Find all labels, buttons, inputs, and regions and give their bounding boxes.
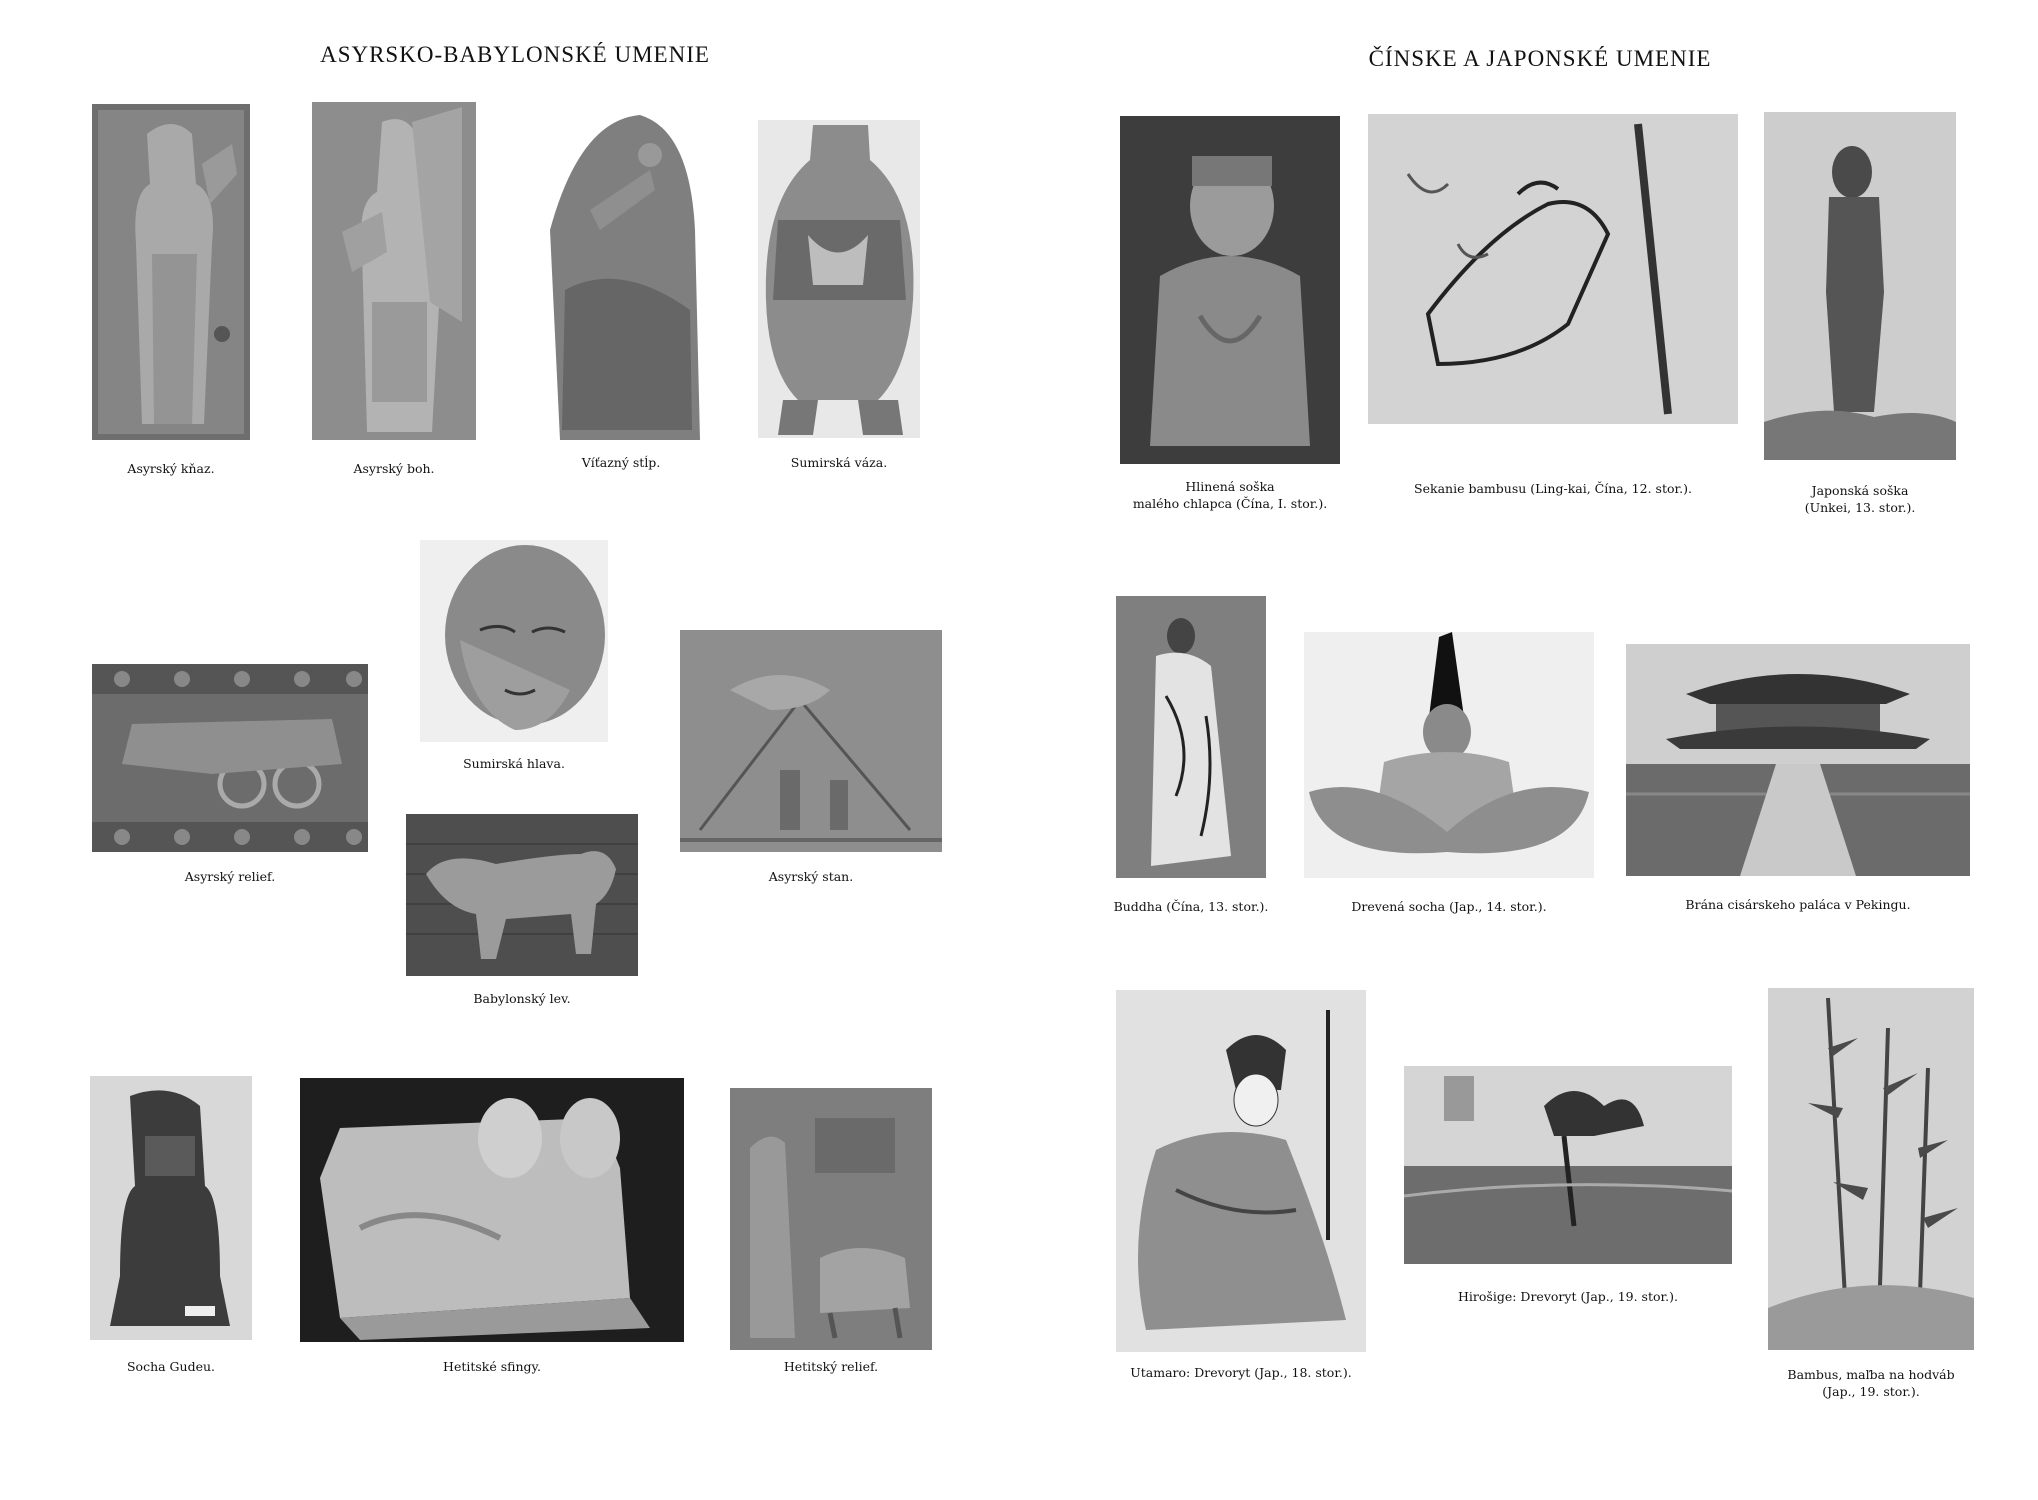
- caption-utamaro: Utamaro: Drevoryt (Jap., 18. stor.).: [1130, 1365, 1352, 1380]
- left-page-title: ASYRSKO-BABYLONSKÉ UMENIE: [320, 42, 710, 67]
- photo-sumirska-hlava: [420, 540, 608, 742]
- photo-bambus: [1768, 988, 1974, 1350]
- photo-hirosige: [1404, 1066, 1732, 1264]
- photo-hlinena-soska: [1120, 116, 1340, 464]
- caption-sumirska-hlava: Sumirská hlava.: [463, 756, 565, 771]
- caption-hirosige: Hirošige: Drevoryt (Jap., 19. stor.).: [1458, 1289, 1678, 1304]
- caption-japonska-soska-line1: Japonská soška: [1811, 483, 1909, 498]
- photo-japonska-soska: [1764, 112, 1956, 460]
- caption-asyrsky-stan: Asyrský stan.: [768, 869, 854, 884]
- caption-drevena-socha: Drevená socha (Jap., 14. stor.).: [1351, 899, 1547, 914]
- caption-asyrsky-relief: Asyrský relief.: [184, 869, 276, 884]
- caption-bambus-line2: (Jap., 19. stor.).: [1822, 1384, 1920, 1399]
- caption-japonska-soska: [1744, 482, 1976, 516]
- caption-buddha: Buddha (Čína, 13. stor.).: [1113, 899, 1269, 914]
- caption-hlinena-soska-line2: malého chlapca (Čína, I. stor.).: [1132, 496, 1328, 511]
- photo-babylonsky-lev: [406, 814, 638, 976]
- photo-hetitske-sfingy: [300, 1078, 684, 1342]
- caption-hlinena-soska: [1100, 478, 1360, 512]
- photo-hetitsky-relief: [730, 1088, 932, 1350]
- photo-drevena-socha: [1304, 632, 1594, 878]
- photo-asyrsky-boh: [312, 102, 476, 440]
- photo-brana-cisarskeho-palaca: [1626, 644, 1970, 876]
- right-page-title: ČÍNSKE A JAPONSKÉ UMENIE: [1368, 46, 1712, 71]
- caption-brana: Brána cisárskeho paláca v Pekingu.: [1685, 897, 1911, 912]
- photo-utamaro: [1116, 990, 1366, 1352]
- photo-buddha: [1116, 596, 1266, 878]
- photo-asyrsky-relief: [92, 664, 368, 852]
- caption-hlinena-soska-line1: Hlinená soška: [1185, 479, 1275, 494]
- caption-bambus: [1748, 1366, 1994, 1400]
- caption-babylonsky-lev: Babylonský lev.: [473, 991, 571, 1006]
- photo-asyrsky-stan: [680, 630, 942, 852]
- photo-vitazny-stlp: [540, 110, 702, 440]
- caption-asyrsky-boh: Asyrský boh.: [353, 461, 435, 476]
- caption-vitazny-stlp: Víťazný stĺp.: [581, 455, 661, 470]
- photo-sekanie-bambusu: [1368, 114, 1738, 424]
- caption-bambus-line1: Bambus, maľba na hodváb: [1787, 1367, 1955, 1382]
- caption-asyrsky-knaz: Asyrský kňaz.: [127, 461, 215, 476]
- caption-sumirska-vaza: Sumirská váza.: [790, 455, 888, 470]
- caption-hetitske-sfingy: Hetitské sfingy.: [443, 1359, 541, 1374]
- photo-sumirska-vaza: [758, 120, 920, 438]
- caption-hetitsky-relief: Hetitský relief.: [783, 1359, 879, 1374]
- photo-socha-gudeu: [90, 1076, 252, 1340]
- caption-sekanie-bambusu: Sekanie bambusu (Ling-kai, Čína, 12. stor.).: [1414, 481, 1692, 496]
- caption-japonska-soska-line2: (Unkei, 13. stor.).: [1804, 500, 1916, 515]
- photo-asyrsky-knaz: [92, 104, 250, 440]
- caption-socha-gudeu: Socha Gudeu.: [126, 1359, 216, 1374]
